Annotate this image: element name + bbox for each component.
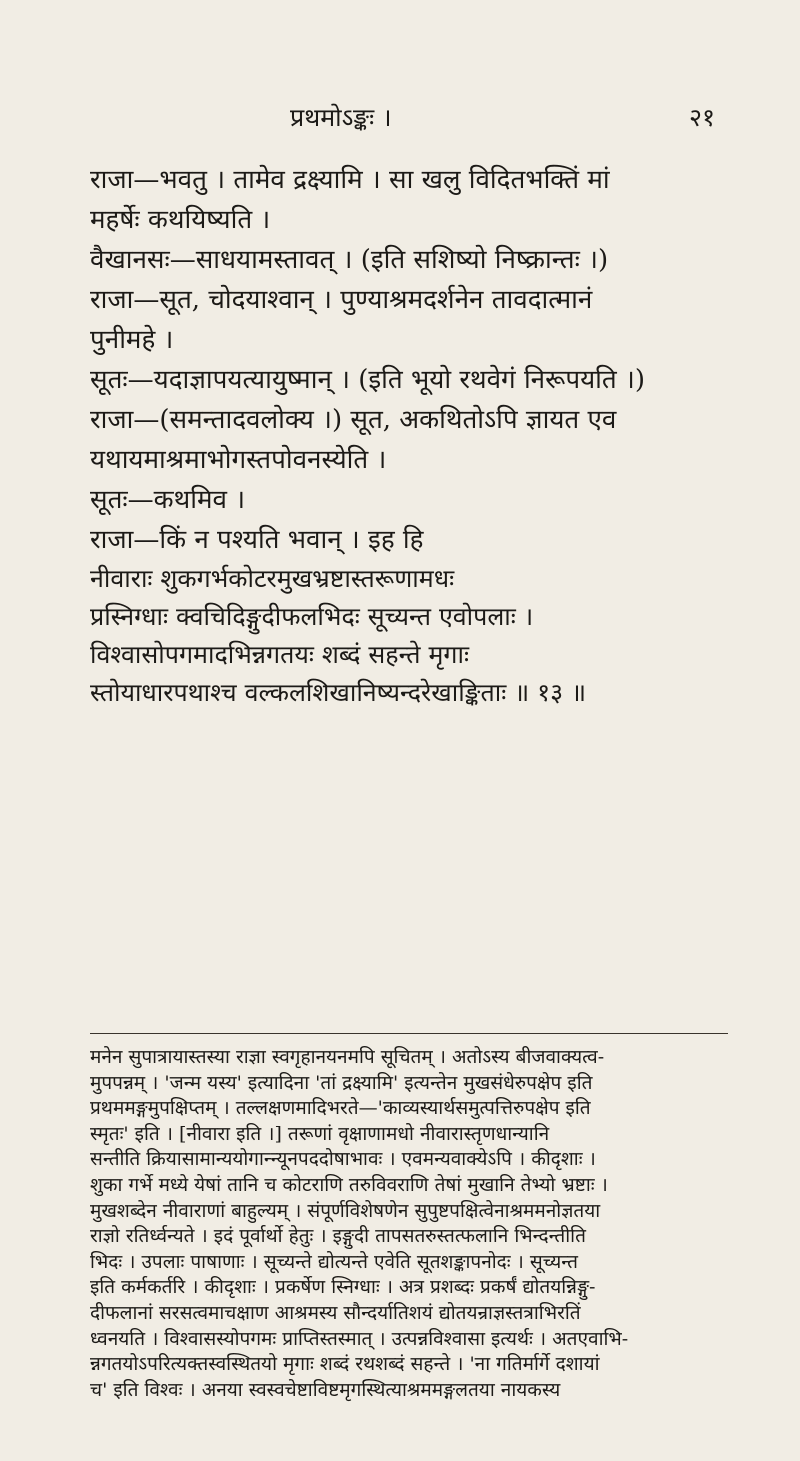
dialogue-line: पुनीमहे । <box>90 325 174 355</box>
dialogue-line: महर्षेः कथयिष्यति । <box>90 205 271 235</box>
verse-line: नीवाराः शुकगर्भकोटरमुखभ्रष्टास्तरूणामधः <box>90 564 455 593</box>
dialogue-line: सूतः—यदाज्ञापयत्यायुष्मान् । (इति भूयो रथवेगं निरूपयति ।) <box>90 365 645 395</box>
running-head: प्रथमोऽङ्कः । <box>290 103 392 132</box>
commentary-line: च' इति विश्वः । अनया स्वस्वचेष्टाविष्टमृगस्थित्याश्रममङ्गलतया नायकस्य <box>90 1378 561 1401</box>
commentary-line: मनेन सुपात्रायास्तस्या राज्ञा स्वगृहानयनमपि सूचितम् । अतोऽस्य बीजवाक्यत्व- <box>90 1046 605 1068</box>
dialogue-line: राजा—सूत, चोदयाश्वान् । पुण्याश्रमदर्शनेन तावदात्मानं <box>90 285 593 315</box>
commentary-line: मुखशब्देन नीवाराणां बाहुल्यम् । संपूर्णविशेषणेन सुपुष्टपक्षित्वेनाश्रममनोज्ञतया <box>90 1199 601 1222</box>
dialogue-line: राजा—(समन्तादवलोक्य ।) सूत, अकथितोऽपि ज्ञायत एव <box>90 405 617 435</box>
commentary-line: राज्ञो रतिर्ध्वन्यते । इदं पूर्वार्थो हेतुः । इङ्गुदी तापसतरुस्तत्फलानि भिन्दन्तीति <box>90 1225 586 1248</box>
verse-line: स्तोयाधारपथाश्च वल्कलशिखानिष्यन्दरेखाङ्किताः ॥ १३ ॥ <box>90 678 587 707</box>
commentary-line: सन्तीति क्रियासामान्ययोगान्न्यूनपददोषाभावः । एवमन्यवाक्येऽपि । कीदृशाः । <box>90 1148 596 1171</box>
commentary-line: दीफलानां सरसत्वमाचक्षाण आश्रमस्य सौन्दर्यातिशयं द्योतयन्राज्ञस्तत्राभिरतिं <box>90 1301 581 1324</box>
page-header <box>0 100 800 140</box>
commentary-line: मुपपन्नम् । 'जन्म यस्य' इत्यादिना 'तां द्रक्ष्यामि' इत्यन्तेन मुखसंधेरुपक्षेप इति <box>90 1071 593 1094</box>
commentary-line: इति कर्मकर्तरि । कीदृशाः । प्रकर्षेण स्निग्धाः । अत्र प्रशब्दः प्रकर्षं द्योतयन्निङ्गु- <box>90 1276 596 1299</box>
dialogue-line: यथायमाश्रमाभोगस्तपोवनस्येति । <box>90 445 387 475</box>
dialogue-line: राजा—भवतु । तामेव द्रक्ष्यामि । सा खलु विदितभक्तिं मां <box>90 165 610 195</box>
commentary-section <box>90 1045 728 1403</box>
dialogue-section <box>90 160 728 712</box>
dialogue-line: सूतः—कथमिव । <box>90 485 246 515</box>
commentary-line: स्मृतः' इति । [नीवारा इति ।] तरूणां वृक्षाणामधो नीवारास्तृणधान्यानि <box>90 1122 550 1145</box>
commentary-line: प्रथममङ्गमुपक्षिप्तम् । तल्लक्षणमादिभरते—'काव्यस्यार्थसमुत्पत्तिरुपक्षेप इति <box>90 1097 591 1120</box>
dialogue-line: राजा—किं न पश्यति भवान् । इह हि <box>90 525 424 555</box>
verse-line: विश्वासोपगमादभिन्नगतयः शब्दं सहन्ते मृगाः <box>90 640 470 669</box>
dialogue-line: वैखानसः—साधयामस्तावत् । (इति सशिष्यो निष्क्रान्तः ।) <box>90 245 609 275</box>
page-number: २१ <box>688 103 715 132</box>
commentary-line: न्नगतयोऽपरित्यक्तस्वस्थितयो मृगाः शब्दं रथशब्दं सहन्ते । 'ना गतिर्मार्गे दशायां <box>90 1353 600 1376</box>
commentary-line: भिदः । उपलाः पाषाणाः । सूच्यन्ते द्योत्यन्ते एवेति सूतशङ्कापनोदः । सूच्यन्त <box>90 1250 578 1273</box>
commentary-line: ध्वनयति । विश्वासस्योपगमः प्राप्तिस्तस्मात् । उत्पन्नविश्वासा इत्यर्थः । अतएवाभि- <box>90 1327 629 1350</box>
footnote-divider <box>90 1033 728 1034</box>
verse-stanza <box>90 560 728 712</box>
verse-line: प्रस्निग्धाः क्वचिदिङ्गुदीफलभिदः सूच्यन्त एवोपलाः । <box>90 602 534 631</box>
commentary-line: शुका गर्भे मध्ये येषां तानि च कोटराणि तरुविवराणि तेषां मुखानि तेभ्यो भ्रष्टाः । <box>90 1173 608 1196</box>
